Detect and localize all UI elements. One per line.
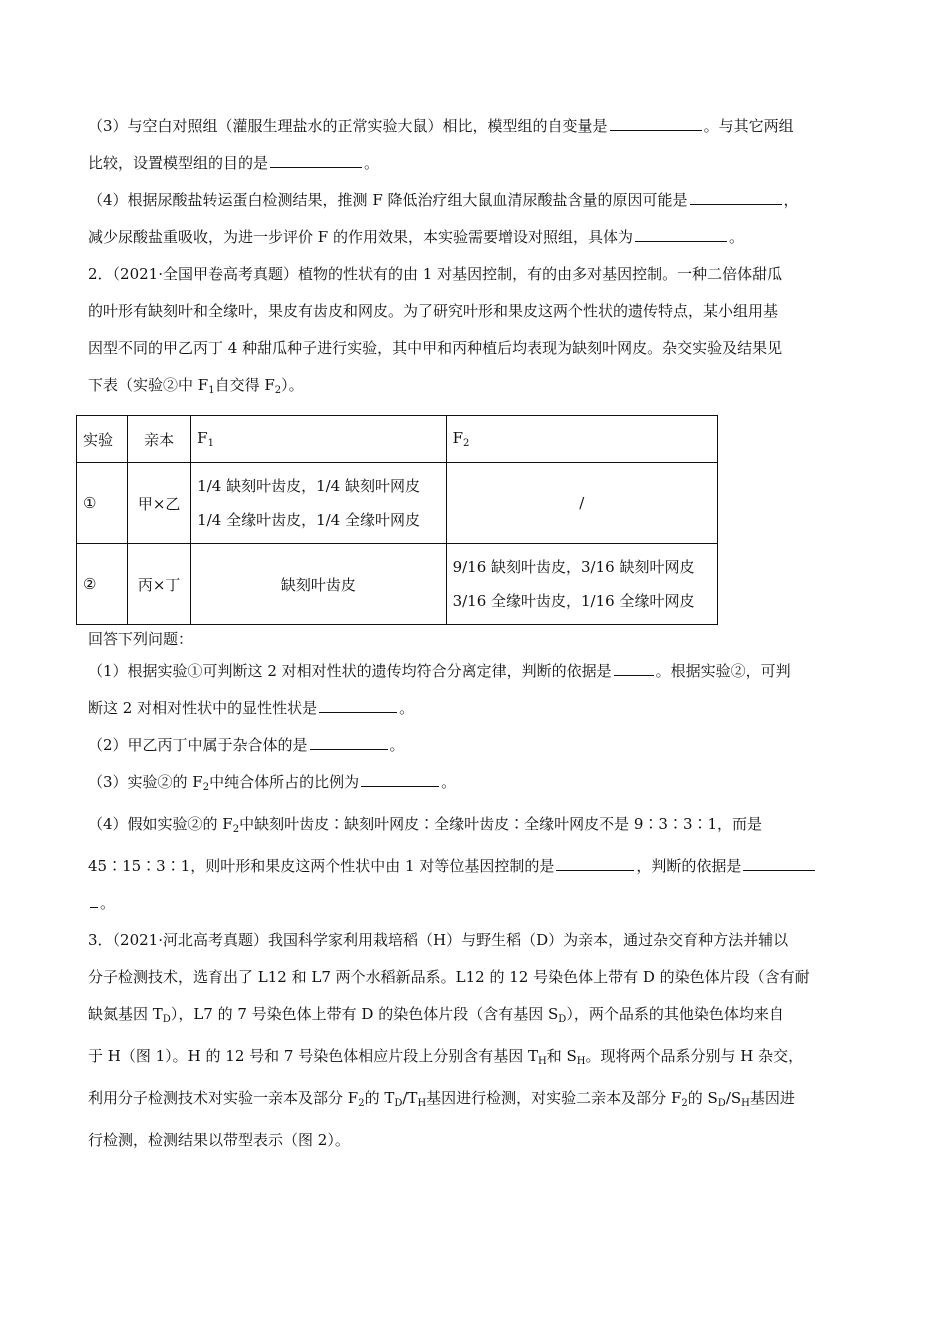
answer-blank[interactable] [270, 151, 362, 168]
document-page [83, 108, 868, 1159]
table-row [77, 544, 718, 625]
q2-line-4c: ）。 [281, 376, 304, 394]
subscript: 2 [358, 1098, 365, 1109]
q2-sub3-text-a: （3）实验②的 F [88, 773, 203, 791]
q2-line-3: 因型不同的甲乙丙丁 4 种甜瓜种子进行实验，其中甲和丙种植后均表现为缺刻叶网皮。杂交实验及结果见 [88, 339, 783, 357]
cell-parent: 甲×乙 [128, 463, 191, 544]
q2-sub1-text-2-end: 。 [399, 699, 415, 717]
header-f2-label: F [452, 429, 463, 447]
q3-part4-text-2-end: 。 [728, 228, 744, 246]
experiment-table [76, 415, 718, 625]
subscript: D [558, 1014, 567, 1025]
q2-line-4b: 自交得 F [214, 376, 275, 394]
subscript: D [162, 1014, 171, 1025]
question-3-part-3 [88, 108, 868, 182]
subscript: D [717, 1098, 726, 1109]
q2-sub3-text-end: 。 [441, 773, 457, 791]
subscript: 1 [207, 438, 214, 449]
q2-sub1-text-2: 断这 2 对相对性状中的显性性状是 [88, 699, 318, 717]
answer-blank[interactable] [610, 114, 702, 131]
cell-f1-line-2: 1/4 全缘叶齿皮，1/4 全缘叶网皮 [197, 511, 420, 529]
table-header-row [77, 416, 718, 463]
q3-line-3a: 缺氮基因 T [88, 1005, 163, 1023]
cell-f2-line-2: 3/16 全缘叶齿皮，1/16 全缘叶网皮 [452, 592, 695, 610]
q2-sub2-text-end: 。 [389, 736, 405, 754]
question-2-sub-3 [88, 764, 868, 806]
q3-part3-text-1-end: 。与其它两组 [703, 117, 794, 135]
subscript: 2 [274, 385, 282, 396]
q3-line-5d: 基因进行检测，对实验二亲本及部分 F [426, 1089, 682, 1107]
q2-line-2: 的叶形有缺刻叶和全缘叶，果皮有齿皮和网皮。为了研究叶形和果皮这两个性状的遗传特点，某小组用基 [88, 302, 779, 320]
q3-line-4c: 。现将两个品系分别与 H 杂交， [585, 1047, 804, 1065]
cell-experiment: ② [77, 544, 128, 625]
cell-f2 [446, 544, 717, 625]
subscript: H [538, 1056, 547, 1067]
answer-blank[interactable] [319, 696, 397, 713]
answer-blank[interactable] [361, 770, 439, 787]
q2-sub1-text-1-end: 。根据实验②，可判 [655, 662, 791, 680]
q3-line-5c: /T [402, 1089, 418, 1107]
q3-line-5g: 基因进 [749, 1089, 795, 1107]
q2-sub4-text-2-mid: ，判断的依据是 [636, 857, 742, 875]
subscript: H [576, 1056, 586, 1067]
q3-line-4a: 于 H（图 1）。H 的 12 号和 7 号染色体相应片段上分别含有基因 T [88, 1047, 538, 1065]
q3-line-3b: ），L7 的 7 号染色体上带有 D 的染色体片段（含有基因 S [170, 1005, 559, 1023]
q3-part3-text-1: （3）与空白对照组（灌服生理盐水的正常实验大鼠）相比，模型组的自变量是 [88, 117, 608, 135]
question-2-sub-2 [88, 727, 868, 764]
q3-part4-text-2: 减少尿酸盐重吸收，为进一步评价 F 的作用效果，本实验需要增设对照组，具体为 [88, 228, 633, 246]
question-2-sub-1 [88, 653, 868, 727]
cell-f1-line-1: 1/4 缺刻叶齿皮，1/4 缺刻叶网皮 [197, 477, 420, 495]
question-2-stem [88, 256, 868, 409]
header-experiment: 实验 [77, 416, 128, 463]
q2-sub1-text-1: （1）根据实验①可判断这 2 对相对性状的遗传均符合分离定律，判断的依据是 [88, 662, 612, 680]
q2-sub4-text-2: 45∶15∶3∶1，则叶形和果皮这两个性状中由 1 对等位基因控制的是 [88, 857, 555, 875]
q3-line-5a: 利用分子检测技术对实验一亲本及部分 F [88, 1089, 359, 1107]
q3-line-5e: 的 S [687, 1089, 718, 1107]
cell-experiment: ① [77, 463, 128, 544]
subscript: 2 [462, 438, 470, 449]
question-2-sub-4 [88, 806, 868, 922]
cell-f2-line-1: 9/16 缺刻叶齿皮，3/16 缺刻叶网皮 [452, 558, 695, 576]
answer-blank[interactable] [743, 854, 815, 871]
cell-f2: / [446, 463, 717, 544]
q2-sub2-text: （2）甲乙丙丁中属于杂合体的是 [88, 736, 308, 754]
q3-line-2: 分子检测技术，选育出了 L12 和 L7 两个水稻新品系。L12 的 12 号染色体上带有 D 的染色体片段（含有耐 [88, 968, 810, 986]
subscript: 1 [208, 385, 215, 396]
subscript: H [741, 1098, 750, 1109]
answer-blank[interactable] [614, 659, 654, 676]
subscript: 2 [202, 782, 210, 793]
q2-sub4-text-end: 。 [100, 894, 116, 912]
cell-parent: 丙×丁 [128, 544, 191, 625]
cell-f1 [191, 463, 446, 544]
q3-line-5f: /S [725, 1089, 742, 1107]
header-f1-label: F [197, 429, 208, 447]
header-parent: 亲本 [128, 416, 191, 463]
answer-blank[interactable] [90, 891, 98, 908]
q3-part4-text-1: （4）根据尿酸盐转运蛋白检测结果，推测 F 降低治疗组大鼠血清尿酸盐含量的原因可能是 [88, 191, 688, 209]
answer-blank[interactable] [556, 854, 634, 871]
q2-sub3-text-b: 中纯合体所占的比例为 [209, 773, 360, 791]
subscript: H [417, 1098, 427, 1109]
q3-part3-text-2-end: 。 [364, 154, 380, 172]
q3-line-6: 行检测，检测结果以带型表示（图 2）。 [88, 1131, 350, 1149]
subscript: 2 [681, 1098, 688, 1109]
question-3-stem [88, 922, 868, 1159]
answer-blank[interactable] [635, 225, 727, 242]
q2-line-1: 2．（2021·全国甲卷高考真题）植物的性状有的由 1 对基因控制，有的由多对基因控制。一种二倍体甜瓜 [88, 265, 783, 283]
subscript: D [394, 1098, 403, 1109]
answer-prompt: 回答下列问题： [88, 630, 194, 648]
q3-line-4b: 和 S [546, 1047, 577, 1065]
q2-line-4a: 下表（实验②中 F [88, 376, 209, 394]
cell-f1: 缺刻叶齿皮 [191, 544, 446, 625]
q2-sub4-text-b: 中缺刻叶齿皮∶缺刻叶网皮∶全缘叶齿皮∶全缘叶网皮不是 9∶3∶3∶1，而是 [239, 815, 763, 833]
q3-line-1: 3．（2021·河北高考真题）我国科学家利用栽培稻（H）与野生稻（D）为亲本，通过杂交育种方法并辅以 [88, 931, 789, 949]
q3-part4-text-1-end: ， [783, 191, 799, 209]
table-row [77, 463, 718, 544]
q3-line-3c: ），两个品系的其他染色体均来自 [566, 1005, 784, 1023]
q3-part3-text-2: 比较，设置模型组的目的是 [88, 154, 269, 172]
answer-blank[interactable] [690, 188, 782, 205]
answer-blank[interactable] [310, 733, 388, 750]
question-3-part-4 [88, 182, 868, 256]
q3-line-5b: 的 T [364, 1089, 395, 1107]
header-f1 [191, 416, 446, 463]
subscript: 2 [232, 824, 240, 835]
header-f2 [446, 416, 717, 463]
q2-sub4-text-a: （4）假如实验②的 F [88, 815, 233, 833]
